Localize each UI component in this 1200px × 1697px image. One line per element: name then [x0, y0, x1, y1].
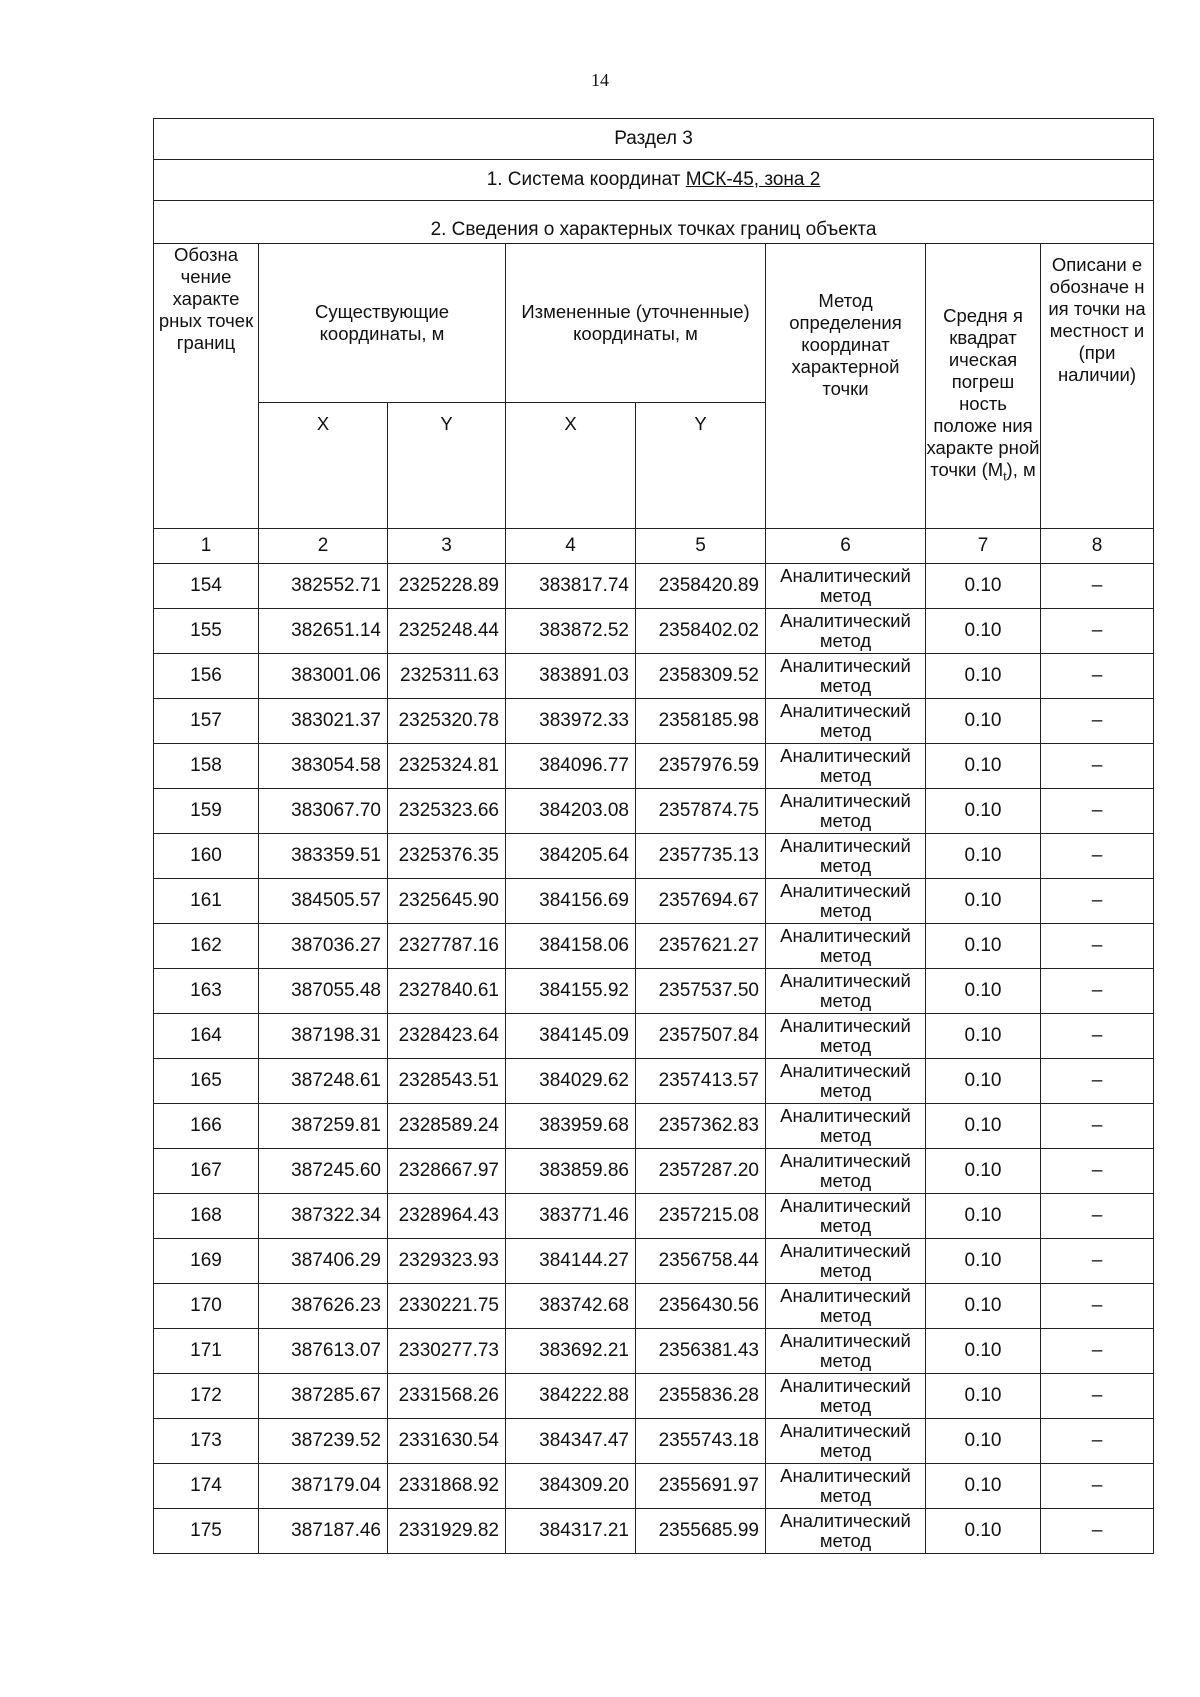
rmse-value-cell: 0.10	[926, 1419, 1041, 1464]
method-cell: Аналитический метод	[766, 609, 926, 654]
changed-y-cell: 2355685.99	[636, 1509, 766, 1554]
description-cell: –	[1041, 1464, 1154, 1509]
method-cell: Аналитический метод	[766, 1509, 926, 1554]
table-row	[154, 1509, 1154, 1554]
section-title-row	[154, 119, 1154, 160]
point-number-cell: 161	[154, 879, 259, 924]
description-cell: –	[1041, 1194, 1154, 1239]
header-method: Метод определения координат характерной точки	[766, 244, 926, 529]
existing-x-cell: 383054.58	[259, 744, 388, 789]
description-cell: –	[1041, 1149, 1154, 1194]
rmse-value-cell: 0.10	[926, 969, 1041, 1014]
rmse-value-cell: 0.10	[926, 699, 1041, 744]
point-number-cell: 155	[154, 609, 259, 654]
rmse-subscript: t	[1003, 469, 1007, 484]
description-cell: –	[1041, 744, 1154, 789]
changed-y-cell: 2357413.57	[636, 1059, 766, 1104]
description-cell: –	[1041, 564, 1154, 609]
description-cell: –	[1041, 609, 1154, 654]
coordinate-system	[154, 160, 1154, 201]
existing-x-cell: 383359.51	[259, 834, 388, 879]
description-cell: –	[1041, 879, 1154, 924]
rmse-value-cell: 0.10	[926, 1329, 1041, 1374]
table-row	[154, 654, 1154, 699]
existing-x-cell: 383001.06	[259, 654, 388, 699]
rmse-value-cell: 0.10	[926, 654, 1041, 699]
rmse-value-cell: 0.10	[926, 1059, 1041, 1104]
existing-x-cell: 383021.37	[259, 699, 388, 744]
changed-y-cell: 2357507.84	[636, 1014, 766, 1059]
point-number-cell: 170	[154, 1284, 259, 1329]
table-row	[154, 1059, 1154, 1104]
header-rmse: Средня я квадрат ическая погреш ность положе ния характе рной точки $(M_t)$, м	[926, 244, 1041, 529]
table-row	[154, 1104, 1154, 1149]
existing-y-cell: 2325248.44	[388, 609, 506, 654]
changed-x-cell: 383742.68	[506, 1284, 636, 1329]
point-number-cell: 175	[154, 1509, 259, 1554]
method-cell: Аналитический метод	[766, 1419, 926, 1464]
point-number-cell: 154	[154, 564, 259, 609]
method-cell: Аналитический метод	[766, 654, 926, 699]
rmse-value-cell: 0.10	[926, 564, 1041, 609]
existing-x-cell: 387613.07	[259, 1329, 388, 1374]
point-number-cell: 165	[154, 1059, 259, 1104]
existing-y-cell: 2328964.43	[388, 1194, 506, 1239]
changed-x-cell: 383859.86	[506, 1149, 636, 1194]
existing-x-cell: 384505.57	[259, 879, 388, 924]
column-number-5: 5	[636, 529, 766, 564]
method-cell: Аналитический метод	[766, 564, 926, 609]
rmse-value-cell: 0.10	[926, 789, 1041, 834]
column-number-3: 3	[388, 529, 506, 564]
table-row	[154, 1149, 1154, 1194]
changed-x-cell: 384156.69	[506, 879, 636, 924]
description-cell: –	[1041, 1104, 1154, 1149]
column-number-4: 4	[506, 529, 636, 564]
description-cell: –	[1041, 1329, 1154, 1374]
method-cell: Аналитический метод	[766, 924, 926, 969]
point-number-cell: 164	[154, 1014, 259, 1059]
existing-x-cell: 387626.23	[259, 1284, 388, 1329]
rmse-value-cell: 0.10	[926, 1239, 1041, 1284]
point-number-cell: 168	[154, 1194, 259, 1239]
changed-y-cell: 2355743.18	[636, 1419, 766, 1464]
changed-y-cell: 2356758.44	[636, 1239, 766, 1284]
info-heading-row	[154, 201, 1154, 244]
section-title: Раздел 3	[154, 119, 1154, 160]
coordinate-system-label: 1. Система координат	[486, 169, 686, 190]
existing-x-cell: 387245.60	[259, 1149, 388, 1194]
point-number-cell: 156	[154, 654, 259, 699]
point-number-cell: 163	[154, 969, 259, 1014]
rmse-value-cell: 0.10	[926, 1149, 1041, 1194]
column-number-8: 8	[1041, 529, 1154, 564]
rmse-value-cell: 0.10	[926, 1374, 1041, 1419]
rmse-value-cell: 0.10	[926, 834, 1041, 879]
changed-y-cell: 2357537.50	[636, 969, 766, 1014]
changed-x-cell: 384347.47	[506, 1419, 636, 1464]
existing-x-cell: 382651.14	[259, 609, 388, 654]
existing-y-cell: 2328667.97	[388, 1149, 506, 1194]
table-row	[154, 699, 1154, 744]
changed-y-cell: 2357735.13	[636, 834, 766, 879]
coordinate-system-value: МСК-45, зона 2	[685, 169, 821, 190]
point-number-cell: 171	[154, 1329, 259, 1374]
rmse-value-cell: 0.10	[926, 1194, 1041, 1239]
changed-x-cell: 384029.62	[506, 1059, 636, 1104]
changed-x-cell: 383972.33	[506, 699, 636, 744]
existing-y-cell: 2325311.63	[388, 654, 506, 699]
changed-y-cell: 2357694.67	[636, 879, 766, 924]
rmse-value-cell: 0.10	[926, 744, 1041, 789]
description-cell: –	[1041, 654, 1154, 699]
method-cell: Аналитический метод	[766, 1104, 926, 1149]
table-row	[154, 564, 1154, 609]
info-heading: 2. Сведения о характерных точках границ объекта	[154, 201, 1154, 244]
table-row	[154, 969, 1154, 1014]
method-cell: Аналитический метод	[766, 1329, 926, 1374]
changed-y-cell: 2357976.59	[636, 744, 766, 789]
description-cell: –	[1041, 924, 1154, 969]
method-cell: Аналитический метод	[766, 699, 926, 744]
point-number-cell: 172	[154, 1374, 259, 1419]
existing-x-cell: 387406.29	[259, 1239, 388, 1284]
existing-y-cell: 2325228.89	[388, 564, 506, 609]
existing-y-cell: 2327840.61	[388, 969, 506, 1014]
changed-y-cell: 2358309.52	[636, 654, 766, 699]
table-row	[154, 924, 1154, 969]
method-cell: Аналитический метод	[766, 1194, 926, 1239]
existing-y-cell: 2325323.66	[388, 789, 506, 834]
method-cell: Аналитический метод	[766, 1149, 926, 1194]
rmse-value-cell: 0.10	[926, 609, 1041, 654]
existing-x-cell: 387179.04	[259, 1464, 388, 1509]
header-row-top	[154, 244, 1154, 403]
existing-x-cell: 387259.81	[259, 1104, 388, 1149]
column-number-2: 2	[259, 529, 388, 564]
rmse-value-cell: 0.10	[926, 1509, 1041, 1554]
rmse-value-cell: 0.10	[926, 879, 1041, 924]
changed-x-cell: 384317.21	[506, 1509, 636, 1554]
changed-x-cell: 384155.92	[506, 969, 636, 1014]
description-cell: –	[1041, 834, 1154, 879]
existing-x-cell: 387239.52	[259, 1419, 388, 1464]
changed-x-cell: 383692.21	[506, 1329, 636, 1374]
existing-y-cell: 2329323.93	[388, 1239, 506, 1284]
rmse-value-cell: 0.10	[926, 924, 1041, 969]
existing-x-cell: 387187.46	[259, 1509, 388, 1554]
table-row	[154, 1239, 1154, 1284]
changed-x-cell: 384144.27	[506, 1239, 636, 1284]
point-number-cell: 160	[154, 834, 259, 879]
changed-x-cell: 384309.20	[506, 1464, 636, 1509]
changed-y-cell: 2357621.27	[636, 924, 766, 969]
changed-x-cell: 383872.52	[506, 609, 636, 654]
existing-y-cell: 2328589.24	[388, 1104, 506, 1149]
existing-x-cell: 387036.27	[259, 924, 388, 969]
existing-y-cell: 2325320.78	[388, 699, 506, 744]
description-cell: –	[1041, 1239, 1154, 1284]
rmse-value-cell: 0.10	[926, 1014, 1041, 1059]
table-row	[154, 1194, 1154, 1239]
coordinate-system-row	[154, 160, 1154, 201]
changed-x-cell: 384205.64	[506, 834, 636, 879]
header-existing-x: X	[259, 403, 388, 529]
changed-x-cell: 383891.03	[506, 654, 636, 699]
changed-y-cell: 2358185.98	[636, 699, 766, 744]
header-changed-coords: Измененные (уточненные) координаты, м	[506, 244, 766, 403]
header-description: Описани е обозначе н ия точки на местност и (при наличии)	[1041, 244, 1154, 529]
description-cell: –	[1041, 1284, 1154, 1329]
point-number-cell: 167	[154, 1149, 259, 1194]
column-number-row	[154, 529, 1154, 564]
existing-y-cell: 2325324.81	[388, 744, 506, 789]
table-row	[154, 1014, 1154, 1059]
existing-x-cell: 387322.34	[259, 1194, 388, 1239]
point-number-cell: 158	[154, 744, 259, 789]
existing-y-cell: 2327787.16	[388, 924, 506, 969]
existing-x-cell: 387285.67	[259, 1374, 388, 1419]
header-changed-y: Y	[636, 403, 766, 529]
changed-x-cell: 384096.77	[506, 744, 636, 789]
existing-y-cell: 2328423.64	[388, 1014, 506, 1059]
column-number-1: 1	[154, 529, 259, 564]
coordinates-table	[153, 118, 1154, 1554]
changed-x-cell: 383817.74	[506, 564, 636, 609]
point-number-cell: 162	[154, 924, 259, 969]
existing-y-cell: 2325645.90	[388, 879, 506, 924]
column-number-7: 7	[926, 529, 1041, 564]
method-cell: Аналитический метод	[766, 1374, 926, 1419]
point-number-cell: 159	[154, 789, 259, 834]
rmse-value-cell: 0.10	[926, 1104, 1041, 1149]
existing-y-cell: 2328543.51	[388, 1059, 506, 1104]
method-cell: Аналитический метод	[766, 1239, 926, 1284]
description-cell: –	[1041, 699, 1154, 744]
changed-y-cell: 2357287.20	[636, 1149, 766, 1194]
table-row	[154, 1284, 1154, 1329]
table-row	[154, 789, 1154, 834]
rmse-value-cell: 0.10	[926, 1284, 1041, 1329]
changed-x-cell: 383959.68	[506, 1104, 636, 1149]
changed-x-cell: 384222.88	[506, 1374, 636, 1419]
changed-y-cell: 2357874.75	[636, 789, 766, 834]
changed-y-cell: 2357215.08	[636, 1194, 766, 1239]
description-cell: –	[1041, 1059, 1154, 1104]
header-changed-x: X	[506, 403, 636, 529]
method-cell: Аналитический метод	[766, 1284, 926, 1329]
existing-x-cell: 387198.31	[259, 1014, 388, 1059]
point-number-cell: 157	[154, 699, 259, 744]
table-row	[154, 1374, 1154, 1419]
existing-y-cell: 2331630.54	[388, 1419, 506, 1464]
existing-x-cell: 387055.48	[259, 969, 388, 1014]
method-cell: Аналитический метод	[766, 834, 926, 879]
column-number-6: 6	[766, 529, 926, 564]
table-row	[154, 834, 1154, 879]
table-row	[154, 744, 1154, 789]
method-cell: Аналитический метод	[766, 1059, 926, 1104]
changed-x-cell: 383771.46	[506, 1194, 636, 1239]
changed-y-cell: 2358420.89	[636, 564, 766, 609]
changed-y-cell: 2355691.97	[636, 1464, 766, 1509]
description-cell: –	[1041, 969, 1154, 1014]
changed-x-cell: 384203.08	[506, 789, 636, 834]
method-cell: Аналитический метод	[766, 789, 926, 834]
existing-x-cell: 387248.61	[259, 1059, 388, 1104]
method-cell: Аналитический метод	[766, 879, 926, 924]
header-point-designation: Обозна чение характе рных точек границ	[154, 244, 259, 529]
method-cell: Аналитический метод	[766, 1014, 926, 1059]
description-cell: –	[1041, 1509, 1154, 1554]
existing-y-cell: 2331568.26	[388, 1374, 506, 1419]
method-cell: Аналитический метод	[766, 969, 926, 1014]
header-existing-coords: Существующие координаты, м	[259, 244, 506, 403]
changed-y-cell: 2355836.28	[636, 1374, 766, 1419]
table-row	[154, 1419, 1154, 1464]
point-number-cell: 173	[154, 1419, 259, 1464]
page-number: 14	[591, 70, 609, 90]
table-row	[154, 1329, 1154, 1374]
existing-y-cell: 2331929.82	[388, 1509, 506, 1554]
changed-y-cell: 2357362.83	[636, 1104, 766, 1149]
table-row	[154, 1464, 1154, 1509]
rmse-value-cell: 0.10	[926, 1464, 1041, 1509]
description-cell: –	[1041, 1374, 1154, 1419]
method-cell: Аналитический метод	[766, 744, 926, 789]
point-number-cell: 174	[154, 1464, 259, 1509]
existing-y-cell: 2325376.35	[388, 834, 506, 879]
description-cell: –	[1041, 1419, 1154, 1464]
table-row	[154, 609, 1154, 654]
changed-x-cell: 384145.09	[506, 1014, 636, 1059]
existing-x-cell: 382552.71	[259, 564, 388, 609]
method-cell: Аналитический метод	[766, 1464, 926, 1509]
existing-y-cell: 2330277.73	[388, 1329, 506, 1374]
description-cell: –	[1041, 1014, 1154, 1059]
changed-x-cell: 384158.06	[506, 924, 636, 969]
changed-y-cell: 2356381.43	[636, 1329, 766, 1374]
table-row	[154, 879, 1154, 924]
existing-y-cell: 2331868.92	[388, 1464, 506, 1509]
header-existing-y: Y	[388, 403, 506, 529]
existing-y-cell: 2330221.75	[388, 1284, 506, 1329]
existing-x-cell: 383067.70	[259, 789, 388, 834]
description-cell: –	[1041, 789, 1154, 834]
changed-y-cell: 2358402.02	[636, 609, 766, 654]
point-number-cell: 166	[154, 1104, 259, 1149]
point-number-cell: 169	[154, 1239, 259, 1284]
changed-y-cell: 2356430.56	[636, 1284, 766, 1329]
